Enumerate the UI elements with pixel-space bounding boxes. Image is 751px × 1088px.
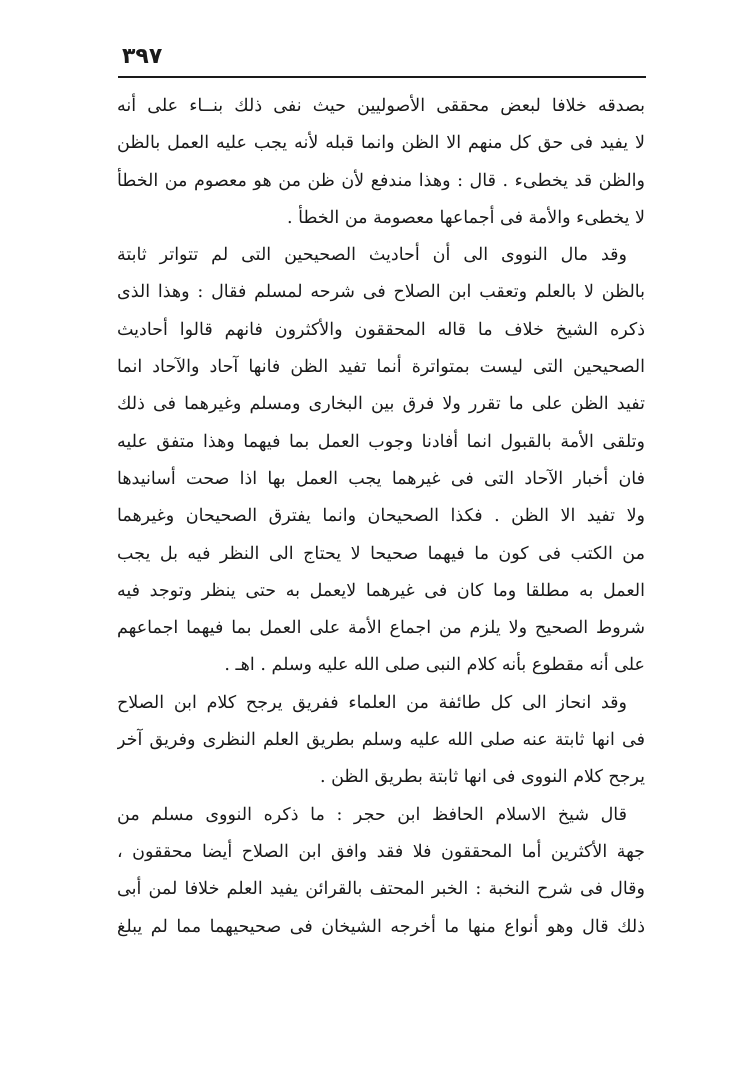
paragraph-4	[117, 797, 645, 946]
text-line: بصدقه خلافا لبعض محققى الأصوليين حيث نفى ذلك بنــاء على أنه	[117, 96, 645, 116]
page-number: ٣٩٧	[122, 44, 163, 69]
body-text	[117, 88, 645, 946]
text-line: لا يخطىء والأمة فى أجماعها معصومة من الخطأ .	[286, 207, 645, 228]
text-line: وقد مال النووى الى أن أحاديث الصحيحين التى لم تتواتر ثابتة	[117, 245, 627, 266]
text-line: وتلقى الأمة بالقبول انما أفادنا وجوب العمل بما فيهما وهذا متفق عليه	[117, 431, 645, 452]
text-line: قال شيخ الاسلام الحافظ ابن حجر : ما ذكره النووى مسلم من	[117, 804, 627, 825]
text-line: على أنه مقطوع بأنه كلام النبى صلى الله عليه وسلم . اهـ .	[224, 655, 645, 676]
text-line: فان أخبار الآحاد التى فى غيرهما يجب العمل بها اذا صحت أسانيدها	[117, 468, 645, 489]
text-line: فى انها ثابتة عنه صلى الله عليه وسلم بطريق العلم النظرى وفريق آخر	[117, 730, 645, 751]
header-rule	[118, 76, 646, 78]
text-line: شروط الصحيح ولا يلزم من اجماع الأمة على العمل بما فيهما اجماعهم	[117, 618, 645, 639]
text-line: العمل به مطلقا وما كان فى غيرهما لايعمل به حتى ينظر وتوجد فيه	[117, 580, 645, 601]
paragraph-3	[117, 685, 645, 797]
text-line: وقال فى شرح النخبة : الخبر المحتف بالقرائن يفيد العلم خلافا لمن أبى	[117, 879, 645, 900]
text-line: الصحيحين التى ليست بمتواترة أنما تفيد الظن فانها آحاد والآحاد انما	[117, 357, 645, 378]
text-line: ذكره الشيخ خلاف ما قاله المحققون والأكثرون فانهم قالوا أحاديث	[117, 319, 645, 340]
text-line: ولا تفيد الا الظن . فكذا الصحيحان وانما يفترق الصحيحان وغيرهما	[117, 506, 645, 527]
text-line: والظن قد يخطىء . قال : وهذا مندفع لأن ظن من هو معصوم من الخطأ	[117, 170, 645, 191]
text-line: من الكتب فى كون ما فيهما صحيحا لا يحتاج الى النظر فيه بل يجب	[117, 543, 645, 564]
text-line: بالظن لا بالعلم وتعقب ابن الصلاح فى شرحه لمسلم فقال : وهذا الذى	[117, 282, 645, 303]
text-line: جهة الأكثرين أما المحققون فلا فقد وافق ابن الصلاح أيضا محققون ،	[117, 841, 645, 862]
paragraph-2	[117, 237, 645, 685]
text-line: وقد انحاز الى كل طائفة من العلماء ففريق يرجح كلام ابن الصلاح	[117, 692, 627, 713]
text-line: تفيد الظن على ما تقرر ولا فرق بين البخارى ومسلم وغيرهما فى ذلك	[117, 394, 645, 415]
paragraph-1	[117, 88, 645, 237]
text-line: يرجح كلام النووى فى انها ثابتة بطريق الظن .	[319, 767, 645, 788]
text-line: ذلك قال وهو أنواع منها ما أخرجه الشيخان فى صحيحيهما مما لم يبلغ	[117, 916, 645, 937]
text-line: لا يفيد فى حق كل منهم الا الظن وانما قبله لأنه يجب عليه العمل بالظن	[117, 133, 645, 154]
